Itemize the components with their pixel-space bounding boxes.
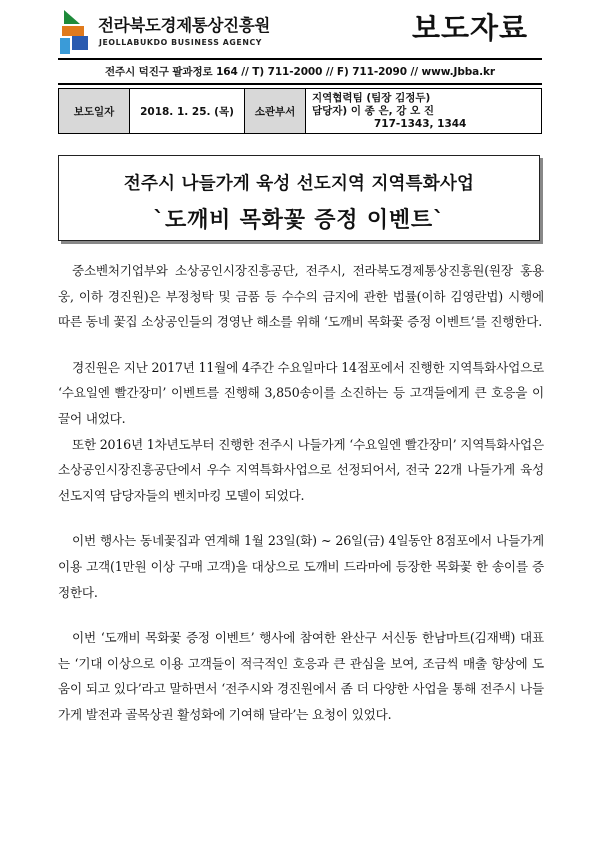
org-name-english: JEOLLABUKDO BUSINESS AGENCY bbox=[99, 38, 263, 47]
dept-team: 지역협력팀 (팀장 김정두) bbox=[312, 91, 431, 104]
press-release-title: 보도자료 bbox=[412, 11, 529, 45]
headline-box bbox=[58, 155, 540, 241]
dept-value bbox=[306, 89, 542, 134]
contact-address: 전주시 덕진구 팔과정로 164 // T) 711-2000 // F) 711-2090 // www.Jbba.kr bbox=[105, 66, 495, 78]
date-label: 보도일자 bbox=[59, 89, 130, 134]
dept-label: 소관부서 bbox=[245, 89, 306, 134]
address-rule bbox=[58, 83, 542, 85]
paragraph: 중소벤처기업부와 소상공인시장진흥공단, 전주시, 전라북도경제통상진흥원(원장 홍용웅, 이하 경진원)은 부정청탁 및 금품 등 수수의 금지에 관한 법률(이하 김영란법) 시행에 따른 동네 꽃집 소상공인들의 경영난 해소를 위해 ‘도깨비 목화꽃 증정 이벤트’를 진행한다. bbox=[58, 263, 544, 330]
org-name: 전라북도경제통상진흥원 bbox=[98, 16, 271, 35]
dept-phone: 717-1343, 1344 bbox=[374, 117, 467, 130]
agency-logo bbox=[58, 8, 94, 56]
paragraph: 이번 행사는 동네꽃집과 연계해 1월 23일(화) ~ 26일(금) 4일동안 8점포에서 나들가게 이용 고객(1만원 이상 구매 고객)을 대상으로 도깨비 드라마에 등장한 목화꽃 한 송이를 증정한다. bbox=[58, 533, 544, 600]
dept-contact: 담당자) 이 종 은, 강 오 진 bbox=[312, 104, 435, 117]
paragraph: 경진원은 지난 2017년 11월에 4주간 수요일마다 14점포에서 진행한 지역특화사업으로 ‘수요일엔 빨간장미’ 이벤트를 진행해 3,850송이를 소진하는 등 고객들에게 큰 호응을 이끌어 내었다. bbox=[58, 359, 544, 426]
paragraph: 또한 2016년 1차년도부터 진행한 전주시 나들가게 ‘수요일엔 빨간장미’ 지역특화사업은 소상공인시장진흥공단에서 우수 지역특화사업으로 선정되어서, 전국 22개 나들가게 육성 선도지역 담당자들의 벤치마킹 모델이 되었다. bbox=[58, 436, 544, 503]
info-table bbox=[58, 88, 542, 134]
article-body bbox=[58, 258, 544, 728]
date-value: 2018. 1. 25. (목) bbox=[130, 89, 245, 134]
headline-line-1: 전주시 나들가게 육성 선도지역 지역특화사업 bbox=[123, 174, 475, 194]
headline-line-2: `도깨비 목화꽃 증정 이벤트` bbox=[153, 208, 445, 233]
header-rule bbox=[58, 58, 542, 60]
paragraph: 이번 ‘도깨비 목화꽃 증정 이벤트’ 행사에 참여한 완산구 서신동 한남마트(김재백) 대표는 ‘기대 이상으로 이용 고객들이 적극적인 호응과 큰 관심을 보여, 조금씩 매출 향상에 도움이 되고 있다’라고 말하면서 ‘전주시와 경진원에서 좀 더 다양한 사업을 통해 전주시 나들가게 발전과 골목상권 활성화에 기여해 달라’는 요청이 있었다. bbox=[58, 630, 544, 722]
